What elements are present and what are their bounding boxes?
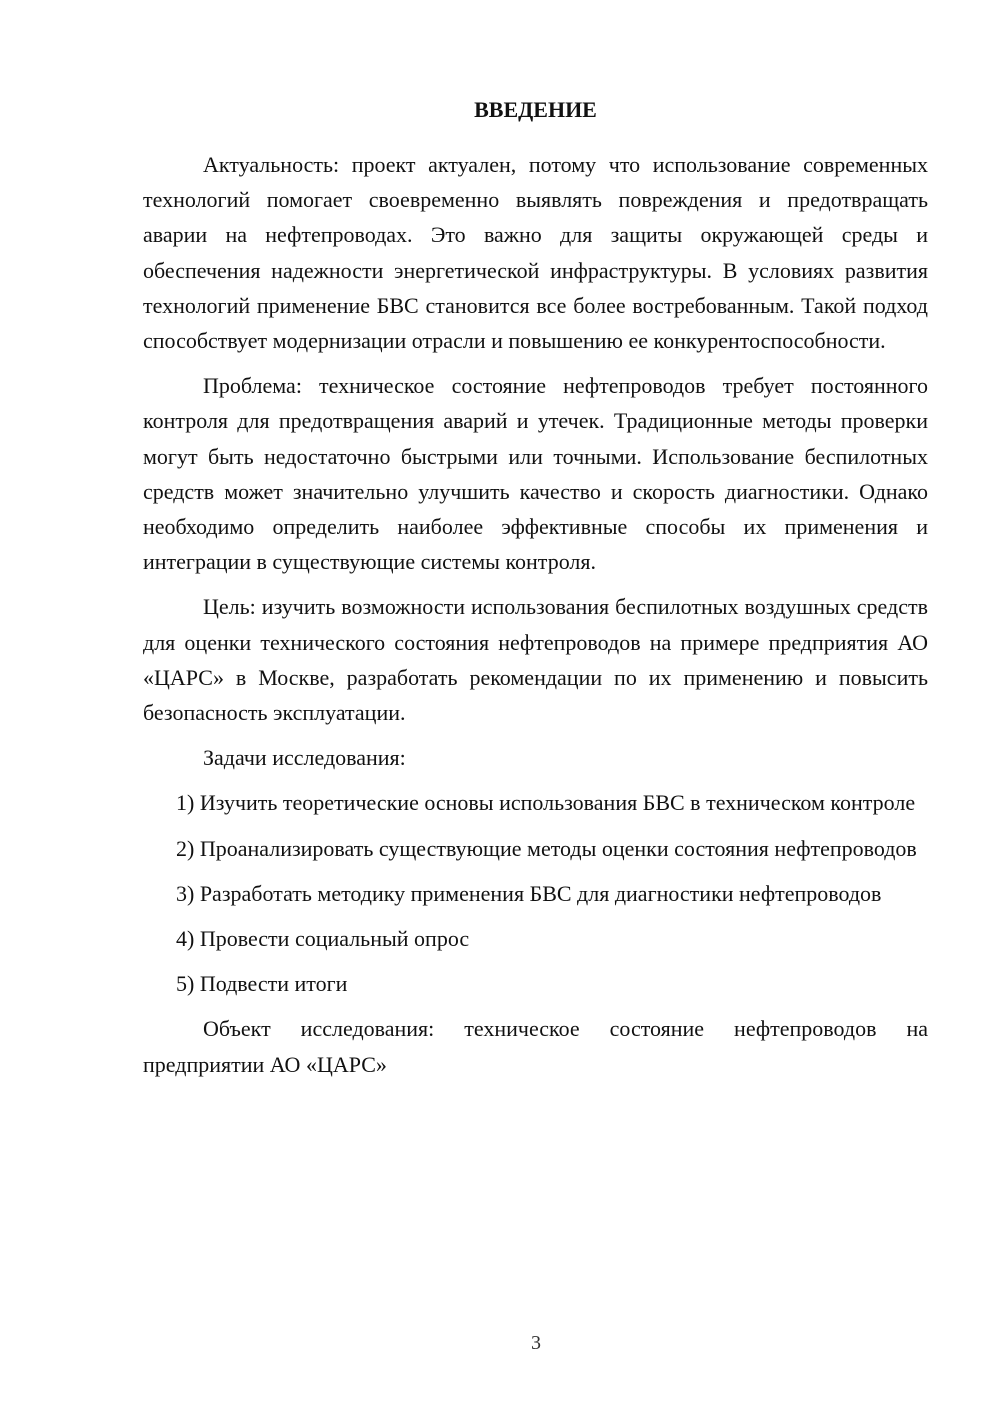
paragraph-goal: Цель: изучить возможности использования беспилотных воздушных средств для оценки технического состояния нефтепроводов на примере предприятия АО «ЦАРС» в Москве, разработать рекомендации по их применению и повысить безопасность эксплуатации. [143, 594, 928, 726]
task-item: 1) Изучить теоретические основы использования БВС в техническом контроле [176, 790, 916, 816]
task-item: 2) Проанализировать существующие методы оценки состояния нефтепроводов [176, 835, 917, 861]
document-page [143, 92, 928, 1082]
paragraph-object: Объект исследования: техническое состояние нефтепроводов на предприятии АО «ЦАРС» [143, 1016, 928, 1077]
page-number: 3 [531, 1332, 541, 1354]
task-item: 5) Подвести итоги [176, 971, 348, 997]
paragraph-relevance: Актуальность: проект актуален, потому что использование современных технологий помогает своевременно выявлять повреждения и предотвращать аварии на нефтепроводах. Это важно для защиты окружающей среды и обеспечения надежности энергетической инфраструктуры. В условиях развития технологий применение БВС становится все более востребованным. Такой подход способствует модернизации отрасли и повышению ее конкурентоспособности. [143, 152, 928, 354]
tasks-heading: Задачи исследования: [203, 745, 406, 771]
paragraph-problem: Проблема: техническое состояние нефтепроводов требует постоянного контроля для предотвращения аварий и утечек. Традиционные методы проверки могут быть недостаточно быстрыми или точными. Использование беспилотных средств может значительно улучшить качество и скорость диагностики. Однако необходимо определить наиболее эффективные способы их применения и интеграции в существующие системы контроля. [143, 373, 928, 575]
task-item: 4) Провести социальный опрос [176, 926, 470, 952]
task-item: 3) Разработать методику применения БВС для диагностики нефтепроводов [176, 880, 882, 906]
section-title: ВВЕДЕНИЕ [474, 97, 597, 122]
